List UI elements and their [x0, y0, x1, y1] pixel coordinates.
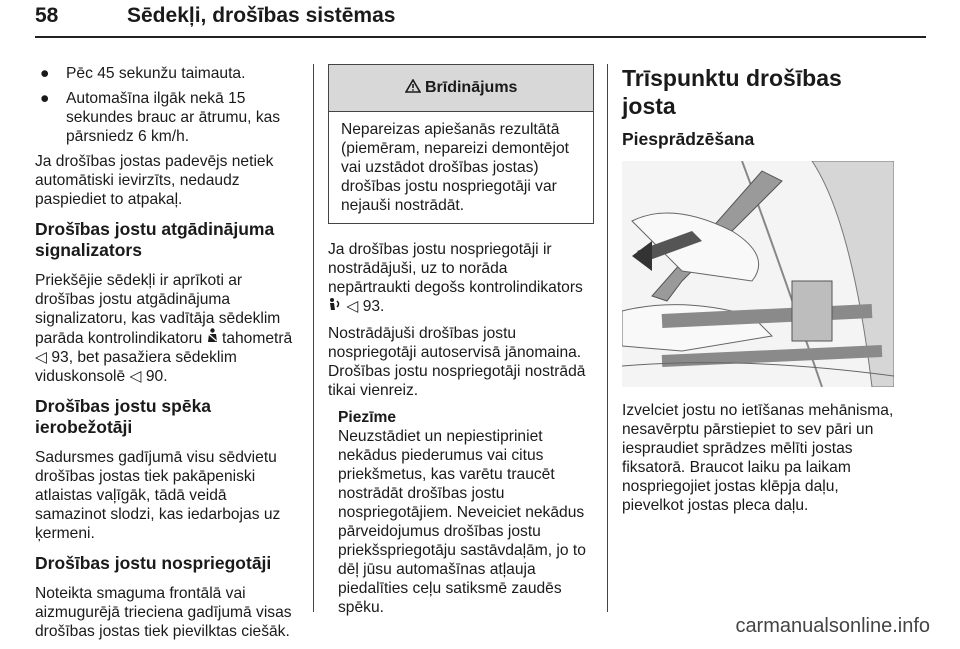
paragraph: Izvelciet jostu no ietīšanas mehānisma, nesavērptu pārstiepiet to sev pāri un iespraudiet sprādzes mēlīti jostas fiksatorā. Braucot laiku pa laikam nospriegojiet jostas klēpja daļu, pievelkot jostas pleca daļu.: [622, 402, 894, 514]
paragraph-text: Priekšējie sēdekļi ir aprīkoti ar drošības jostu atgādinājuma signalizatoru, kas vadītāja sēdeklim parāda kontrolindikatoru: [35, 272, 281, 347]
note-title: Piezīme: [338, 409, 397, 426]
seatbelt-reminder-icon: [207, 330, 222, 347]
column-3: [622, 64, 894, 523]
airbag-indicator-icon: [328, 298, 346, 315]
paragraph: Noteikta smaguma frontālā vai aizmugurējā trieciena gadījumā visas drošības jostas tiek pievilktas ciešāk.: [35, 585, 292, 640]
warning-header: [329, 65, 593, 112]
paragraph: Ja drošības jostas padevējs netiek automātiski ievirzīts, nedaudz paspiediet to atpakaļ.: [35, 153, 274, 208]
bullet-text: Automašīna ilgāk nekā 15 sekundes brauc ar ātrumu, kas pārsniedz 6 km/h.: [66, 90, 281, 145]
bullet-icon: ●: [40, 65, 50, 82]
section-heading: Trīspunktu drošības josta: [622, 65, 842, 119]
bullet-text: Pēc 45 sekunžu taimauta.: [66, 65, 246, 82]
ref-arrow-icon: ◁: [129, 368, 142, 385]
header-rule: [35, 36, 926, 38]
warning-box: [328, 64, 594, 224]
list-item: [35, 64, 300, 83]
page-title: Sēdekļi, drošības sistēmas: [127, 4, 396, 27]
page-reference[interactable]: 90: [145, 368, 164, 385]
bullet-icon: ●: [40, 90, 50, 107]
column-divider-2: [607, 64, 608, 612]
page-reference[interactable]: 93: [362, 298, 381, 315]
page-header: [35, 4, 925, 40]
page-number: 58: [35, 4, 59, 27]
note-box: [328, 408, 594, 617]
warning-text: Nepareizas apiešanās rezultātā (piemēram, nepareizi demontējot vai uzstādot drošības jostas) drošības jostu nospriegotāji var nejauši nostrādāt.: [341, 121, 569, 214]
ref-arrow-icon: ◁: [346, 298, 359, 315]
page-reference[interactable]: 93: [51, 349, 69, 366]
column-divider-1: [313, 64, 314, 612]
warning-title: Brīdinājums: [424, 79, 518, 96]
column-1: [35, 64, 300, 649]
watermark: carmanualsonline.info: [735, 615, 930, 637]
paragraph: Sadursmes gadījumā visu sēdvietu drošības jostas tiek pakāpeniski atlaistas vaļīgāk, tādā veidā samazinot slodzi, kas iedarbojas uz ķermeni.: [35, 449, 281, 542]
list-item: [35, 89, 300, 146]
warning-triangle-icon: [405, 79, 425, 96]
paragraph-text: tahometrā: [222, 330, 293, 347]
sub-heading: Piesprādzēšana: [622, 129, 755, 149]
paragraph: Priekšējie sēdekļi ir aprīkoti ar drošības jostu atgādinājuma signalizatoru, kas vadītāja sēdeklim parāda kontrolindikatoru tahometrā ◁ 93, bet pasažiera sēdeklim viduskonsolē ◁ 90.: [35, 272, 293, 385]
paragraph: Ja drošības jostu nospriegotāji ir nostrādājuši, uz to norāda nepārtraukti degošs kontrolindikators ◁ 93.: [328, 241, 583, 315]
paragraph-text: Ja drošības jostu nospriegotāji ir nostrādājuši, uz to norāda nepārtraukti degošs kontrolindikators: [328, 241, 583, 296]
paragraph-text: , bet pasažiera sēdeklim viduskonsolē: [35, 349, 237, 385]
paragraph: Nostrādājuši drošības jostu nospriegotāji autoservisā jānomaina. Drošības jostu nospriegotāji nostrādā tikai vienreiz.: [328, 325, 586, 399]
section-heading: Drošības jostu atgādinājuma signalizators: [35, 219, 275, 260]
section-heading: Drošības jostu spēka ierobežotāji: [35, 396, 212, 437]
ref-arrow-icon: ◁: [35, 349, 47, 366]
note-text: Neuzstādiet un nepiestipriniet nekādus piederumus vai citus priekšmetus, kas varētu traucēt nostrādāt drošības jostu nospriegotājiem. Neveiciet nekādus pārveidojumus drošības jostu priekšspriegotāju sastāvdaļām, jo to dēļ jūsu automašīnas atļauja piedalīties ceļu satiksmē zaudēs spēku.: [338, 428, 586, 616]
seatbelt-illustration: [622, 161, 894, 387]
column-2: [328, 64, 594, 617]
section-heading: Drošības jostu nospriegotāji: [35, 553, 272, 573]
